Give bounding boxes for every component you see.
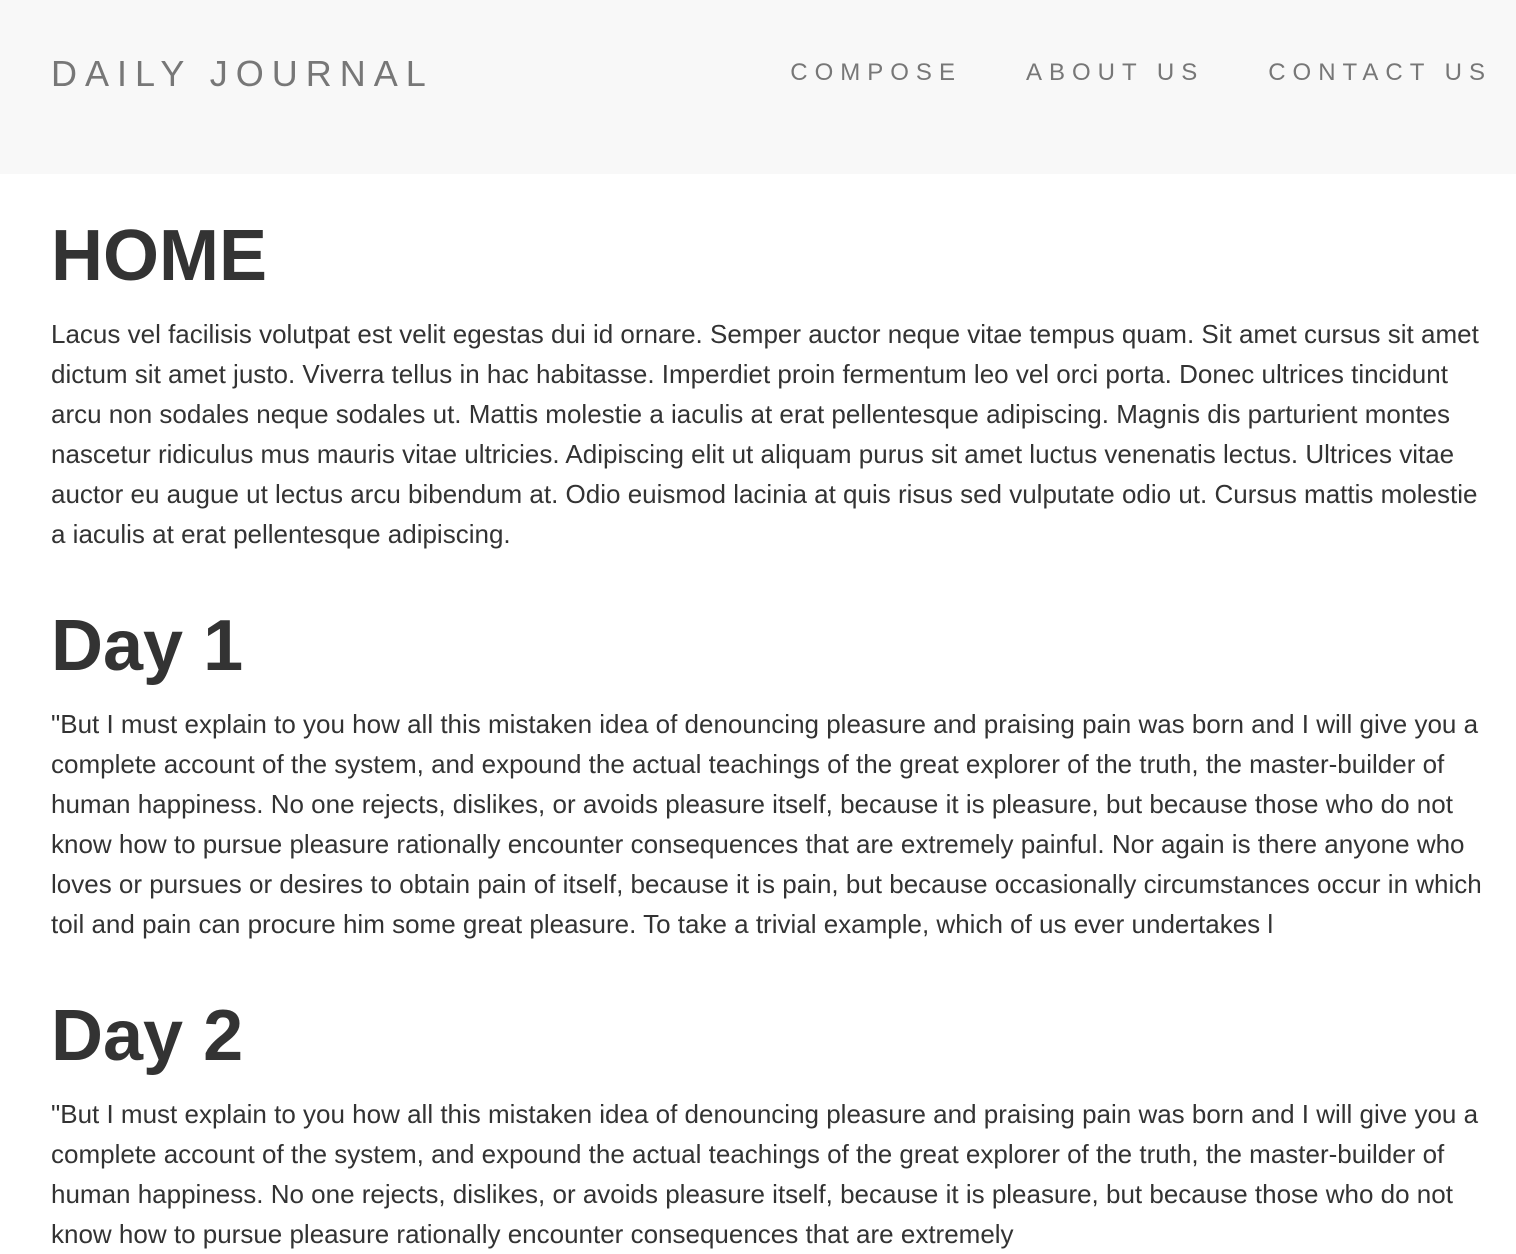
post-text: "But I must explain to you how all this mistaken idea of denouncing pleasure and praising pain was born and I will give you a complete account of the system, and expound the actual teachings of the great explorer of the truth, the master-builder of human happiness. No one rejects, dislikes, or avoids pleasure itself, because it is pleasure, but because those who do not know how to pursue pleasure rationally encounter consequences that are extremely <box>51 1099 1479 1249</box>
nav-links <box>790 58 1492 88</box>
nav-link-contact-us[interactable]: CONTACT US <box>1268 59 1492 86</box>
nav-item-about-us <box>1026 58 1204 88</box>
page-title: HOME <box>51 216 267 296</box>
nav-link-about-us[interactable]: ABOUT US <box>1025 59 1205 86</box>
post-title: Day 1 <box>51 606 244 686</box>
post-title: Day 2 <box>51 996 244 1076</box>
nav-link-compose[interactable]: COMPOSE <box>790 59 962 86</box>
nav-item-contact-us <box>1268 58 1492 88</box>
navbar <box>0 0 1516 174</box>
post-day-2 <box>51 990 1496 1254</box>
main-content <box>51 210 1496 1254</box>
brand-link[interactable]: DAILY JOURNAL <box>51 53 434 94</box>
home-text: Lacus vel facilisis volutpat est velit egestas dui id ornare. Semper auctor neque vitae tempus quam. Sit amet cursus sit amet dictum sit amet justo. Viverra tellus in hac habitasse. Imperdiet proin fermentum leo vel orci porta. Donec ultrices tincidunt arcu non sodales neque sodales ut. Mattis molestie a iaculis at erat pellentesque adipiscing. Magnis dis parturient montes nascetur ridiculus mus mauris vitae ultricies. Adipiscing elit ut aliquam purus sit amet luctus venenatis lectus. Ultrices vitae auctor eu augue ut lectus arcu bibendum at. Odio euismod lacinia at quis risus sed vulputate odio ut. Cursus mattis molestie a iaculis at erat pellentesque adipiscing. <box>51 319 1479 549</box>
nav-item-compose <box>790 58 962 88</box>
home-section <box>51 210 1496 554</box>
post-text: "But I must explain to you how all this mistaken idea of denouncing pleasure and praising pain was born and I will give you a complete account of the system, and expound the actual teachings of the great explorer of the truth, the master-builder of human happiness. No one rejects, dislikes, or avoids pleasure itself, because it is pleasure, but because those who do not know how to pursue pleasure rationally encounter consequences that are extremely painful. Nor again is there anyone who loves or pursues or desires to obtain pain of itself, because it is pain, but because occasionally circumstances occur in which toil and pain can procure him some great pleasure. To take a trivial example, which of us ever undertakes l <box>51 709 1482 939</box>
post-day-1 <box>51 600 1496 944</box>
